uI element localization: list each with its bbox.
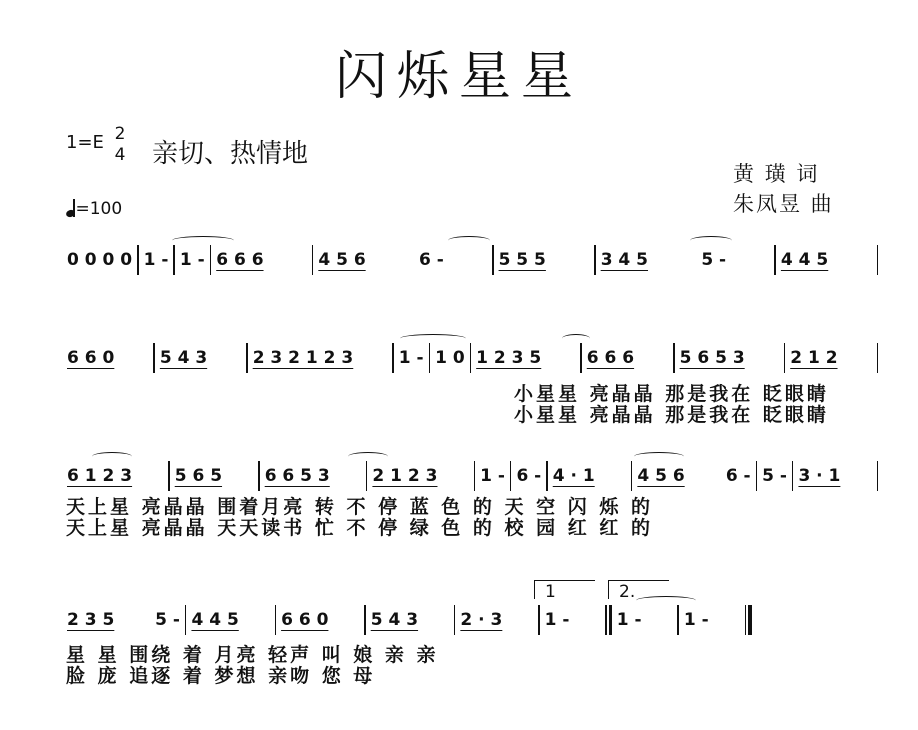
slur-mark xyxy=(348,452,388,461)
staff-line-2 xyxy=(62,340,878,376)
measure: 5 - xyxy=(762,466,787,486)
measure: 4 · 1 xyxy=(552,466,595,486)
final-barline xyxy=(745,605,747,635)
measure: 6 6 0 xyxy=(281,610,329,630)
measure: 6 6 6 xyxy=(586,348,635,368)
measure: 3 · 1 xyxy=(798,466,841,486)
measure: 5 5 5 xyxy=(498,250,546,270)
slur-mark xyxy=(400,334,466,343)
measure: 6 - xyxy=(516,466,542,486)
measure: 0 0 0 0 xyxy=(67,250,133,270)
measure: 1 - xyxy=(398,348,424,368)
lyric-line-2-verse-1: 小星星 亮晶晶 那是我在 眨眼睛 xyxy=(514,383,829,405)
measure: 6 - xyxy=(418,250,444,270)
measure: 1 - xyxy=(683,610,709,630)
slur-mark xyxy=(172,236,234,245)
measure: 1 0 xyxy=(435,348,465,368)
measure: 6 1 2 3 xyxy=(67,466,133,486)
measure: 1 - xyxy=(480,466,505,486)
staff-line-3 xyxy=(62,458,878,494)
tempo-value: =100 xyxy=(75,199,123,219)
final-thick-barline xyxy=(748,605,752,635)
measure: 2 1 2 3 xyxy=(372,466,438,486)
measure: 2 3 5 xyxy=(67,610,115,630)
measure: 1 - xyxy=(616,610,642,630)
second-ending-number: 2. xyxy=(619,582,636,602)
measure: 5 6 5 xyxy=(174,466,223,486)
slur-mark xyxy=(634,452,684,461)
composer-credit: 朱凤昱 曲 xyxy=(733,192,834,216)
staff-line-4 xyxy=(62,602,752,638)
measure: 1 2 3 5 xyxy=(476,348,542,368)
lyric-line-4-verse-2: 脸 庞 追逐 着 梦想 亲吻 您 母 xyxy=(66,665,376,687)
slur-mark xyxy=(448,236,490,245)
barline xyxy=(877,343,879,373)
lyric-line-4-verse-1: 星 星 围绕 着 月亮 轻声 叫 娘 亲 亲 xyxy=(66,644,439,666)
time-signature-top: 2 xyxy=(114,124,126,144)
measure: 2 1 2 xyxy=(790,348,838,368)
slur-mark xyxy=(690,236,732,245)
measure: 4 4 5 xyxy=(780,250,829,270)
slur-mark xyxy=(636,596,696,605)
song-title: 闪烁星星 xyxy=(334,47,583,107)
measure: 6 6 6 xyxy=(216,250,264,270)
slur-mark xyxy=(562,334,590,343)
lyric-line-3-verse-1: 天上星 亮晶晶 围着月亮 转 不 停 蓝 色 的 天 空 闪 烁 的 xyxy=(66,496,653,518)
time-signature-bottom: 4 xyxy=(114,145,126,165)
measure: 1 - xyxy=(143,250,169,270)
measure: 5 4 3 xyxy=(370,610,419,630)
measure: 5 6 5 3 xyxy=(679,348,745,368)
barline xyxy=(877,245,879,275)
measure: 1 - xyxy=(544,610,570,630)
tempo-marking xyxy=(66,199,122,219)
measure: 6 - xyxy=(725,466,751,486)
measure: 2 3 2 1 2 3 xyxy=(252,348,354,368)
lyricist-credit: 黄 璜 词 xyxy=(733,162,820,186)
measure: 2 · 3 xyxy=(460,610,503,630)
time-signature xyxy=(112,124,128,166)
expression-marking: 亲切、热情地 xyxy=(152,139,309,169)
measure: 1 - xyxy=(179,250,205,270)
measure: 3 4 5 xyxy=(600,250,649,270)
measure: 5 - xyxy=(701,250,727,270)
repeat-end-barline xyxy=(605,605,607,635)
key-signature: 1=E xyxy=(66,132,104,153)
first-ending-bracket xyxy=(534,580,595,602)
measure: 4 4 5 xyxy=(191,610,239,630)
lyric-line-2-verse-2: 小星星 亮晶晶 那是我在 眨眼睛 xyxy=(514,404,829,426)
first-ending-number: 1 xyxy=(545,582,556,602)
measure: 5 4 3 xyxy=(159,348,208,368)
measure: 4 5 6 xyxy=(318,250,366,270)
measure: 6 6 0 xyxy=(67,348,115,368)
staff-line-1 xyxy=(62,242,878,278)
slur-mark xyxy=(92,452,132,461)
barline xyxy=(877,461,879,491)
measure: 5 - xyxy=(155,610,180,630)
measure: 4 5 6 xyxy=(637,466,685,486)
lyric-line-3-verse-2: 天上星 亮晶晶 天天读书 忙 不 停 绿 色 的 校 园 红 红 的 xyxy=(66,517,653,539)
measure: 6 6 5 3 xyxy=(264,466,330,486)
